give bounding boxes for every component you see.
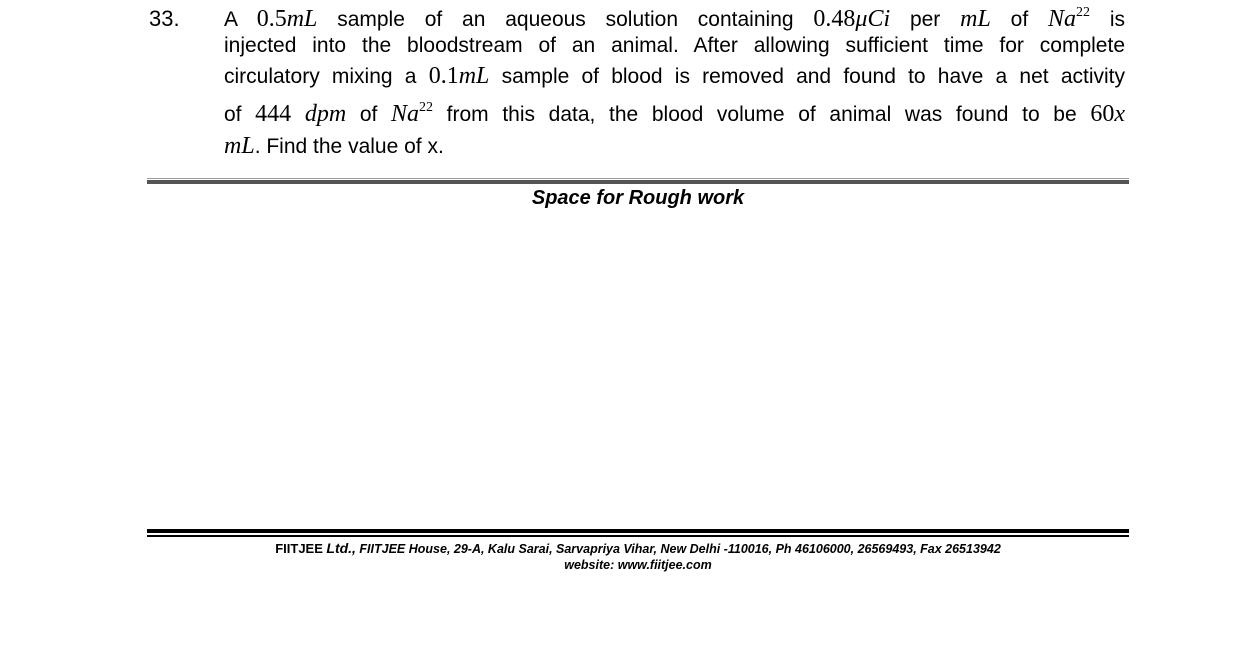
rough-work-heading: Space for Rough work — [531, 187, 745, 209]
question-line-1: A 0.5mL sample of an aqueous solution containing 0.48μCi per mL of Na$^{22}$ is — [224, 5, 1126, 32]
rough-work-divider — [147, 178, 1129, 184]
footer-divider — [147, 529, 1129, 537]
question-line-4: of 444 dpm of Na$^{22}$ from this data, the blood volume of animal was found to be 60x — [224, 100, 1125, 127]
question-line-2: injected into the bloodstream of an animal. After allowing sufficient time for complete — [224, 34, 1125, 57]
question-line-5: mL. Find the value of x. — [224, 133, 444, 159]
footer-address-line — [147, 540, 1129, 557]
footer-brand: FIITJEE — [275, 541, 323, 556]
question-number: 33. — [149, 6, 180, 31]
footer-website: website: www.fiitjee.com — [564, 558, 712, 572]
page-footer — [147, 540, 1129, 573]
question-text — [224, 0, 1125, 160]
footer-address: FIITJEE House, 29-A, Kalu Sarai, Sarvapriya Vihar, New Delhi -110016, Ph 46106000, 26569493, Fax 26513942 — [359, 542, 1001, 556]
footer-ltd: Ltd., — [326, 540, 356, 556]
question-line-3: circulatory mixing a 0.1mL sample of blood is removed and found to have a net activity — [224, 63, 1125, 89]
